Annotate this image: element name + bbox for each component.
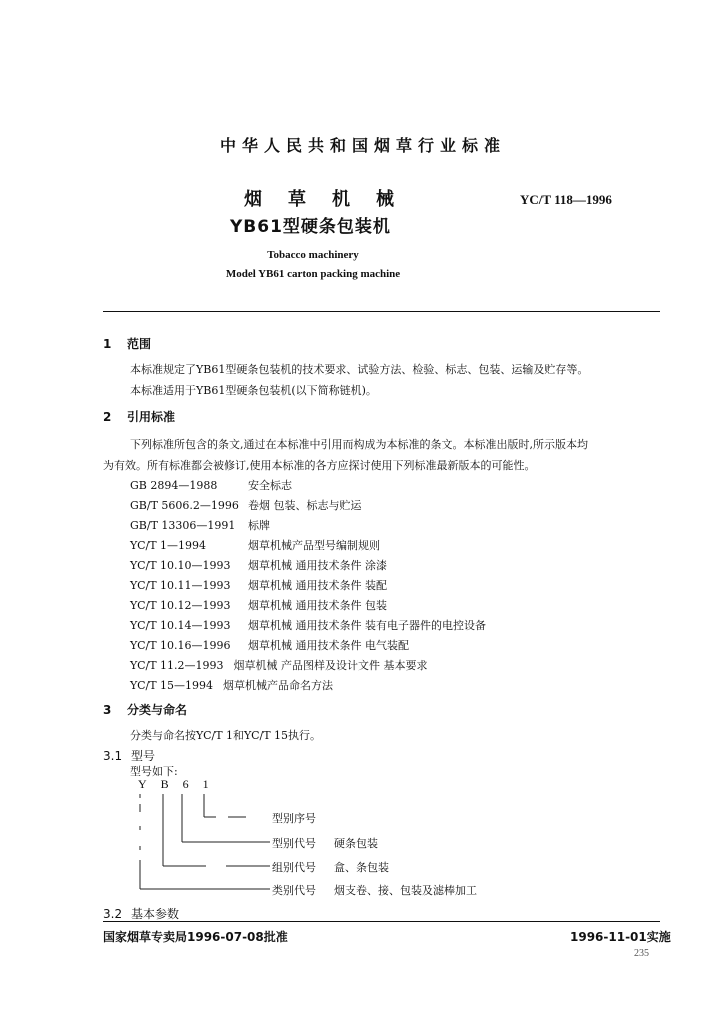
section-number: 3.1 [103, 749, 123, 763]
section-1-paragraph-1: 本标准规定了YB61型硬条包装机的技术要求、试验方法、检验、标志、包装、运输及贮存等。 [130, 363, 589, 376]
reference-item [130, 577, 387, 593]
model-code-symbols: YB61 [138, 777, 223, 791]
reference-title: 安全标志 [248, 479, 292, 492]
org-title: 中华人民共和国烟草行业标准 [219, 136, 506, 155]
reference-code: YC/T 15—1994 [130, 679, 214, 692]
legend-description: 硬条包装 [334, 837, 378, 850]
reference-title: 卷烟 包装、标志与贮运 [248, 499, 362, 512]
reference-item [130, 597, 387, 613]
effective-date: 1996-11-01实施 [570, 930, 671, 944]
model-intro: 型号如下: [130, 765, 178, 778]
section-2-paragraph-line-2: 为有效。所有标准都会被修订,使用本标准的各方应探讨使用下列标准最新版本的可能性。 [103, 459, 536, 472]
section-3-1-heading [103, 747, 155, 764]
reference-code: GB 2894—1988 [130, 479, 218, 492]
section-2-paragraph-line-1: 下列标准所包含的条文,通过在本标准中引用而构成为本标准的条文。本标准出版时,所示版本均 [130, 438, 588, 451]
category-title: 烟草机械 [244, 189, 420, 210]
section-title: 范围 [127, 337, 152, 351]
model-code-diagram [130, 790, 290, 900]
reference-item [130, 617, 486, 633]
reference-code: YC/T 10.11—1993 [130, 579, 231, 592]
reference-item [130, 637, 409, 653]
section-1-heading [103, 335, 151, 352]
section-title: 型号 [131, 749, 156, 763]
legend-name: 组别代号 [272, 861, 316, 874]
section-number: 3.2 [103, 907, 123, 921]
reference-title: 标牌 [248, 519, 270, 532]
section-number: 2 [103, 410, 112, 424]
reference-item [130, 557, 387, 573]
reference-title: 烟草机械 通用技术条件 装有电子器件的电控设备 [248, 619, 486, 632]
reference-item [130, 517, 270, 533]
model-legend-item [272, 835, 378, 851]
reference-code: GB/T 13306—1991 [130, 519, 236, 532]
legend-description: 盒、条包装 [334, 861, 389, 874]
document-title: YB61型硬条包装机 [230, 217, 391, 237]
section-2-heading [103, 408, 175, 425]
reference-title: 烟草机械产品型号编制规则 [248, 539, 380, 552]
section-number: 3 [103, 703, 112, 717]
section-number: 1 [103, 337, 112, 351]
reference-item [130, 657, 428, 673]
section-3-paragraph: 分类与命名按YC/T 1和YC/T 15执行。 [130, 729, 322, 742]
footer-rule [103, 921, 660, 922]
reference-title: 烟草机械 通用技术条件 电气装配 [248, 639, 409, 652]
reference-code: YC/T 10.12—1993 [130, 599, 231, 612]
model-legend-item [272, 882, 477, 898]
approval-info: 国家烟草专卖局1996-07-08批准 [103, 930, 288, 944]
legend-name: 类别代号 [272, 884, 316, 897]
reference-item [130, 677, 333, 693]
english-title-line-1: Tobacco machinery [267, 249, 359, 261]
section-title: 基本参数 [131, 907, 180, 921]
reference-title: 烟草机械 通用技术条件 包装 [248, 599, 387, 612]
model-legend-item [272, 810, 334, 826]
reference-code: YC/T 10.10—1993 [130, 559, 231, 572]
english-title-line-2: Model YB61 carton packing machine [225, 268, 401, 280]
reference-code: GB/T 5606.2—1996 [130, 499, 239, 512]
legend-name: 型别序号 [272, 812, 316, 825]
section-3-2-heading [103, 905, 179, 922]
reference-code: YC/T 11.2—1993 [130, 659, 224, 672]
section-title: 引用标准 [127, 410, 176, 424]
reference-item [130, 497, 362, 513]
reference-code: YC/T 10.16—1996 [130, 639, 231, 652]
legend-description: 烟支卷、接、包装及滤棒加工 [334, 884, 477, 897]
reference-code: YC/T 1—1994 [130, 539, 207, 552]
header-rule [103, 311, 660, 312]
section-title: 分类与命名 [127, 703, 188, 717]
reference-title: 烟草机械 通用技术条件 装配 [248, 579, 387, 592]
reference-item [130, 477, 292, 493]
section-1-paragraph-2: 本标准适用于YB61型硬条包装机(以下简称链机)。 [130, 384, 377, 397]
reference-code: YC/T 10.14—1993 [130, 619, 231, 632]
reference-title: 烟草机械 产品图样及设计文件 基本要求 [233, 659, 428, 672]
reference-title: 烟草机械 通用技术条件 涂漆 [248, 559, 387, 572]
standard-number: YC/T 118—1996 [520, 192, 612, 207]
reference-item [130, 537, 380, 553]
model-legend-item [272, 859, 389, 875]
legend-name: 型别代号 [272, 837, 316, 850]
page-number: 235 [634, 948, 649, 959]
reference-title: 烟草机械产品命名方法 [223, 679, 334, 692]
section-3-heading [103, 701, 187, 718]
